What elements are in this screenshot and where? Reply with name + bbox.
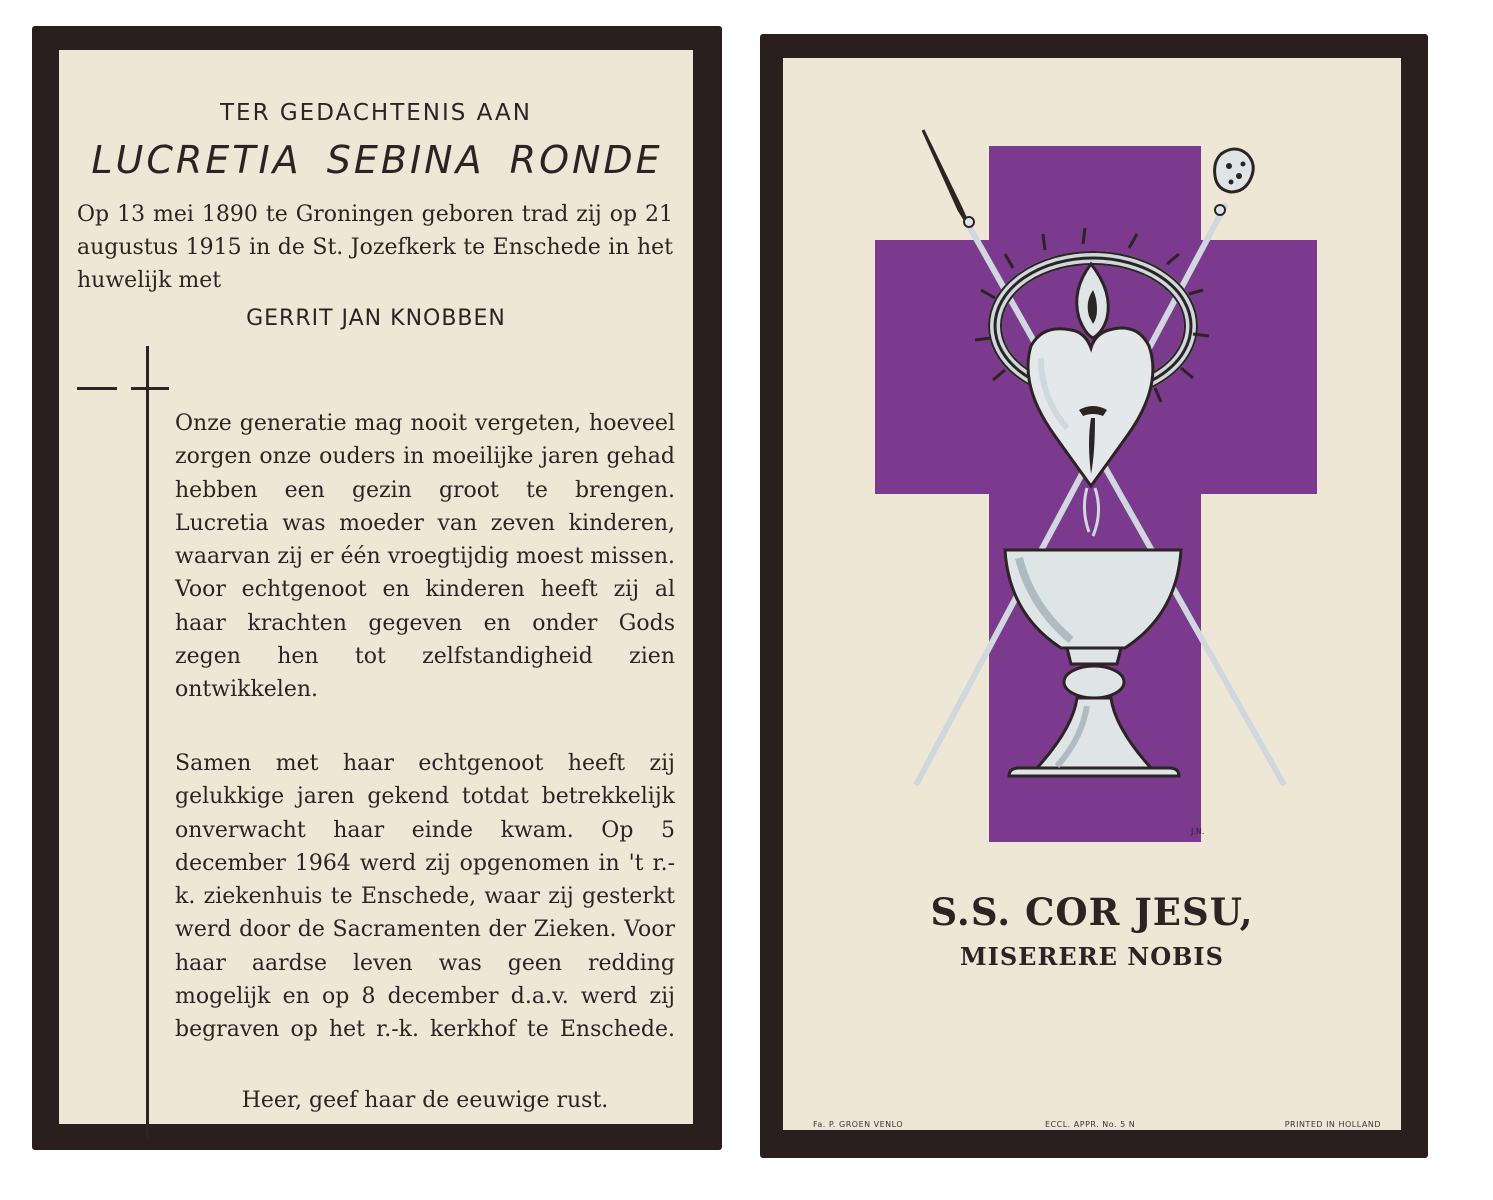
devotional-image-panel [783, 58, 1401, 1130]
biography-paragraph-1: Onze generatie mag nooit vergeten, hoeveel zorgen onze ouders in moeilijke jaren gehad hebben een gezin groot te brengen. Lucretia was moeder van zeven kinderen, waarvan zij er één vroegtijdig moest missen. Voor echtgenoot en kinderen heeft zij al haar krachten gegeven en onder Gods zegen hen tot zelfstandigheid zien ontwikkelen. [175, 411, 675, 703]
printed-in-holland: PRINTED IN HOLLAND [1284, 1120, 1381, 1129]
devotion-title: S.S. COR JESU, [930, 890, 1254, 934]
ecclesiastical-approval: ECCL. APPR. No. 5 N [1045, 1120, 1136, 1129]
biography-paragraph-2: Samen met haar echtgenoot heeft zij gelukkige jaren gekend totdat betrekkelijk onverwacht haar einde kwam. Op 5 december 1964 werd zij opgenomen in 't r.-k. ziekenhuis te Enschede, waar zij gesterkt werd door de Sacramenten der Zieken. Voor haar aardse leven was geen redding mogelijk en op 8 december d.a.v. werd zij begraven op het r.-k. kerkhof te Enschede. [175, 751, 675, 1043]
artist-mark: J.N. [1191, 827, 1205, 836]
memorial-text-panel [59, 50, 693, 1124]
lance-tip-icon [923, 130, 974, 227]
memorial-card-left [32, 26, 722, 1150]
closing-prayer: Heer, geef haar de eeuwige rust. [241, 1088, 609, 1113]
cross-icon-arm-left [77, 387, 117, 390]
memorial-card-right [760, 34, 1428, 1158]
devotion-subtitle: MISERERE NOBIS [960, 942, 1224, 971]
memorial-heading: TER GEDACHTENIS AAN [219, 100, 532, 126]
cross-icon-arm-right [131, 387, 169, 390]
deceased-name: LUCRETIA SEBINA RONDE [91, 138, 663, 182]
cross-icon-vertical [146, 346, 149, 1138]
sponge-icon [1215, 149, 1254, 215]
birth-marriage-text: Op 13 mei 1890 te Groningen geboren trad zij op 21 augustus 1915 in de St. Jozefkerk te Enschede in het huwelijk met [77, 202, 673, 293]
sacred-heart-illustration [783, 58, 1401, 888]
printer-credit: Fa. P. GROEN VENLO [813, 1120, 904, 1129]
husband-name: GERRIT JAN KNOBBEN [246, 306, 506, 331]
